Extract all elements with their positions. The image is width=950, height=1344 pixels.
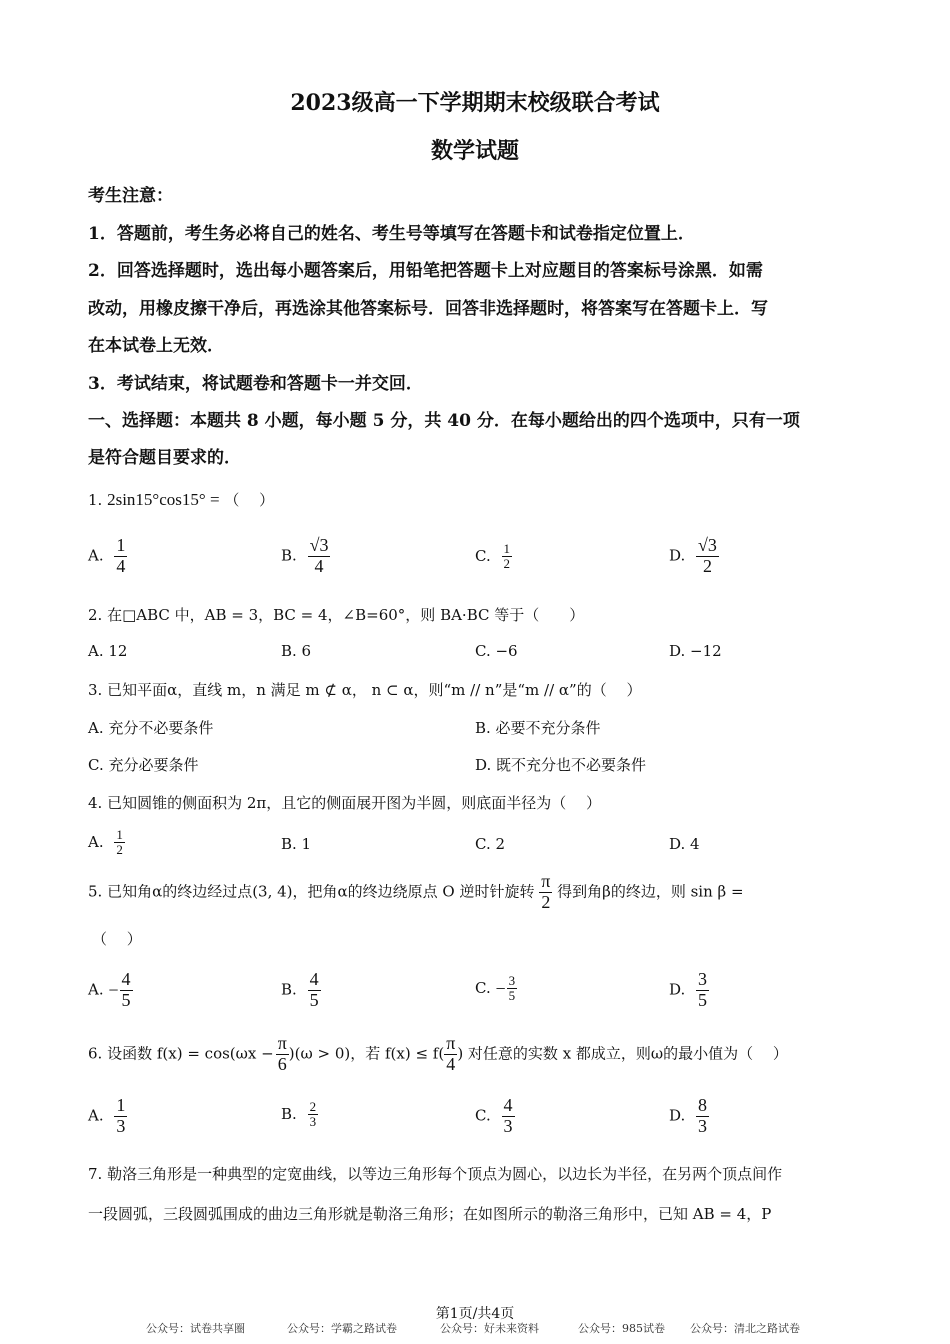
q7-line-2: 一段圆弧，三段圆弧围成的曲边三角形就是勒洛三角形；在如图所示的勒洛三角形中，已知 AB = 4，P: [88, 1205, 772, 1223]
notice-line-3: 3．考试结束，将试题卷和答题卡一并交回．: [88, 374, 423, 394]
footer-watermark-2: 公众号：学霸之路试卷: [287, 1322, 397, 1335]
frac-den: 3: [116, 1115, 126, 1136]
frac-num: 1: [503, 541, 510, 556]
q4-option-d: D. 4: [669, 835, 700, 853]
frac-num: π: [541, 871, 551, 891]
q2-option-d: D. −12: [669, 642, 722, 660]
footer-watermark-4: 公众号：985试卷: [578, 1322, 665, 1335]
q1-option-d: [669, 536, 719, 577]
q2-option-c: C. −6: [475, 642, 518, 660]
option-label: A.: [88, 1106, 104, 1125]
option-label: C.: [475, 1106, 491, 1125]
frac-num: √3: [698, 535, 717, 555]
notice-line-2c: 在本试卷上无效．: [88, 336, 224, 356]
q1-expression: 2sin15°cos15° =: [107, 490, 220, 509]
frac-num: π: [277, 1033, 287, 1053]
option-label: A.: [88, 546, 104, 565]
q6-stem: [88, 1034, 788, 1075]
option-label: A.: [88, 832, 104, 851]
option-label: D.: [669, 546, 686, 565]
q6-text-3: ) 对任意的实数 x 都成立，则ω的最小值为（ ）: [457, 1044, 788, 1063]
notice-line-2a: 2．回答选择题时，选出每小题答案后，用铅笔把答题卡上对应题目的答案标号涂黑．如需: [88, 261, 763, 281]
q1-option-c: [475, 542, 512, 572]
footer-watermark-3: 公众号：好未来资料: [440, 1322, 539, 1335]
q3-option-a: A. 充分不必要条件: [88, 719, 214, 737]
frac-num: 4: [309, 969, 319, 989]
exam-title: 2023级高一下学期期末校级联合考试: [290, 90, 660, 116]
q5-text-2: 得到角β的终边，则 sin β =: [557, 882, 744, 901]
frac-den: 2: [116, 842, 123, 858]
q3-option-d: D. 既不充分也不必要条件: [475, 756, 647, 774]
notice-line-1: 1．答题前，考生务必将自己的姓名、考生号等填写在答题卡和试卷指定位置上．: [88, 224, 695, 244]
option-label: D.: [669, 980, 686, 999]
q5-option-b: [281, 970, 321, 1011]
minus-sign: −: [108, 979, 119, 1000]
minus-sign: −: [495, 978, 506, 999]
q5-text-1: 5. 已知角α的终边经过点(3, 4)，把角α的终边绕原点 O 逆时针旋转: [88, 882, 535, 901]
q1-paren: （ ）: [224, 491, 275, 509]
frac-den: 4: [116, 555, 126, 576]
q7-line-1: 7. 勒洛三角形是一种典型的定宽曲线，以等边三角形每个顶点为圆心，以边长为半径，在另两个顶点间作: [88, 1165, 783, 1183]
exam-subtitle: 数学试题: [430, 138, 519, 164]
option-label: B.: [281, 546, 297, 565]
frac-den: 3: [309, 1114, 317, 1130]
q1-option-a: [88, 536, 127, 577]
frac-num: 4: [503, 1095, 513, 1115]
q6-text-2: )(ω > 0)，若 f(x) ≤ f(: [288, 1044, 445, 1063]
footer-watermark-1: 公众号：试卷共享圈: [146, 1322, 245, 1335]
q2-option-a: A. 12: [88, 642, 128, 660]
frac-num: 8: [698, 1095, 708, 1115]
q5-option-a: [88, 970, 133, 1011]
q6-option-d: [669, 1096, 709, 1137]
frac-num: 3: [508, 973, 516, 988]
frac-num: 2: [309, 1099, 317, 1114]
footer-watermark-5: 公众号：清北之路试卷: [690, 1322, 800, 1335]
q6-option-a: [88, 1096, 127, 1137]
q3-option-c: C. 充分必要条件: [88, 756, 199, 774]
frac-num: π: [446, 1033, 456, 1053]
q5-stem: [88, 872, 744, 913]
option-label: C.: [475, 546, 491, 565]
frac-den: 3: [698, 1115, 708, 1136]
page-number: 第1页/共4页: [435, 1306, 515, 1322]
frac-num: 1: [116, 1095, 126, 1115]
q5-option-d: [669, 970, 709, 1011]
q4-stem: 4. 已知圆锥的侧面积为 2π，且它的侧面展开图为半圆，则底面半径为（ ）: [88, 794, 602, 812]
q1-option-b: [281, 536, 330, 577]
q4-option-b: B. 1: [281, 835, 312, 853]
frac-num: 3: [698, 969, 708, 989]
frac-den: 2: [503, 556, 510, 572]
frac-den: 4: [314, 555, 324, 576]
q4-option-c: C. 2: [475, 835, 506, 853]
frac-num: 1: [116, 535, 126, 555]
q3-stem: 3. 已知平面α，直线 m，n 满足 m ⊄ α， n ⊂ α，则“m // n”是“m // α”的（ ）: [88, 681, 642, 699]
option-label: B.: [281, 980, 297, 999]
q5-paren: （ ）: [92, 930, 142, 948]
frac-den: 5: [698, 989, 708, 1010]
q6-text-1: 6. 设函数 f(x) = cos(ωx −: [88, 1044, 274, 1063]
q6-option-b: [281, 1100, 318, 1130]
frac-den: 2: [702, 555, 712, 576]
option-label: B.: [281, 1104, 297, 1123]
q6-option-c: [475, 1096, 515, 1137]
section-heading-line-2: 是符合题目要求的．: [88, 448, 241, 468]
frac-num: 4: [121, 969, 131, 989]
notice-line-2b: 改动，用橡皮擦干净后，再选涂其他答案标号．回答非选择题时，将答案写在答题卡上．写: [88, 299, 768, 319]
frac-den: 6: [277, 1053, 287, 1074]
q1-number: 1.: [88, 491, 103, 509]
frac-den: 5: [121, 989, 131, 1010]
frac-den: 4: [446, 1053, 456, 1074]
frac-den: 3: [503, 1115, 513, 1136]
q2-option-b: B. 6: [281, 642, 312, 660]
frac-num: √3: [309, 535, 329, 555]
frac-num: 1: [116, 827, 123, 842]
option-label: A.: [88, 980, 104, 999]
frac-den: 5: [309, 989, 319, 1010]
q4-option-a: [88, 828, 125, 858]
q2-stem: 2. 在□ABC 中，AB = 3，BC = 4，∠B=60°，则 BA·BC 等于（ ）: [88, 606, 585, 624]
frac-den: 2: [541, 891, 551, 912]
option-label: D.: [669, 1106, 686, 1125]
notice-heading: 考生注意：: [88, 186, 173, 206]
option-label: C.: [475, 978, 491, 997]
q5-option-c: [475, 974, 517, 1004]
q3-option-b: B. 必要不充分条件: [475, 719, 601, 737]
section-heading-line-1: 一、选择题：本题共 8 小题，每小题 5 分，共 40 分．在每小题给出的四个选项中，只有一项: [88, 411, 800, 431]
frac-den: 5: [508, 988, 516, 1004]
q1-stem: [88, 489, 274, 510]
